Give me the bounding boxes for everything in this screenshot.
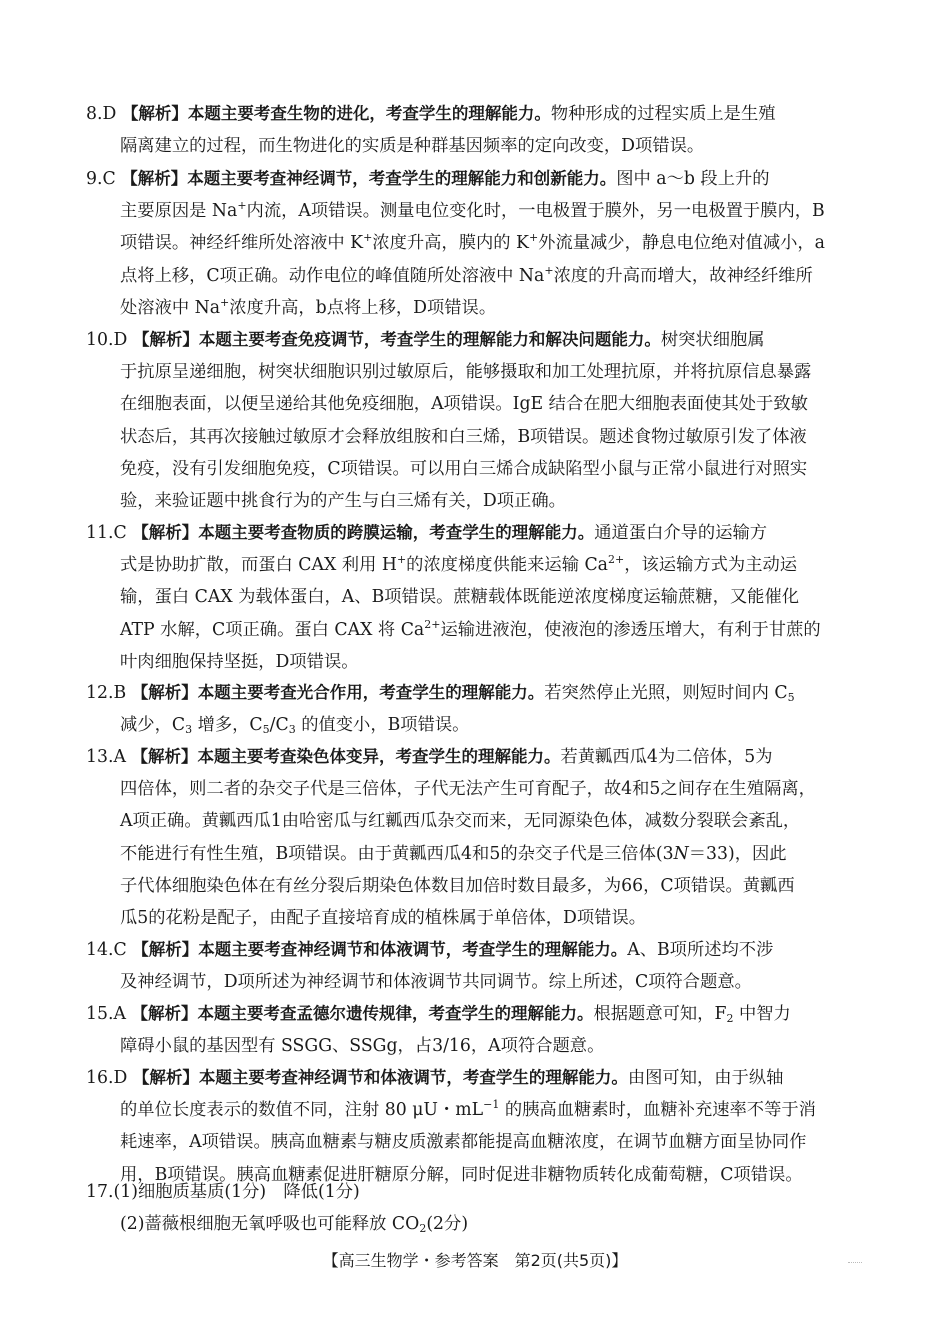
text: (1)细胞质基质(1分) 降低(1分) bbox=[113, 1182, 360, 1202]
text: 四倍体，则二者的杂交子代是三倍体，子代无法产生可育配子，故4和5之间存在生殖隔离， bbox=[120, 779, 816, 800]
italic-n: N bbox=[673, 843, 689, 864]
line bbox=[86, 677, 861, 709]
analysis-heading: 【解析】本题主要考查光合作用，考查学生的理解能力。 bbox=[131, 683, 545, 702]
text: 物种形成的过程实质上是生殖 bbox=[550, 104, 776, 124]
line bbox=[86, 485, 861, 517]
text: 树突状细胞属 bbox=[660, 330, 765, 350]
analysis-heading: 【解析】本题主要考查生物的进化，考查学生的理解能力。 bbox=[121, 104, 551, 123]
line bbox=[86, 421, 861, 453]
answer-item-11 bbox=[86, 517, 861, 678]
text: 状态后，其再次接触过敏原才会释放组胺和白三烯，B项错误。题述食物过敏原引发了体液 bbox=[120, 426, 807, 447]
text: (2)蔷薇根细胞无氧呼吸也可能释放 CO bbox=[120, 1214, 420, 1235]
line bbox=[86, 324, 861, 356]
text: 若黄瓤西瓜4为二倍体，5为 bbox=[560, 747, 773, 767]
question-number: 8.D bbox=[86, 104, 117, 124]
superscript: + bbox=[396, 553, 407, 567]
text: (2分) bbox=[426, 1214, 469, 1235]
subscript: 2 bbox=[419, 1222, 427, 1236]
text: 耗速率，A项错误。胰高血糖素与糖皮质激素都能提高血糖浓度，在调节血糖方面呈协同作 bbox=[120, 1132, 807, 1153]
text: A项正确。黄瓤西瓜1由哈密瓜与红瓤西瓜杂交而来，无同源染色体，减数分裂联会紊乱， bbox=[120, 811, 801, 832]
answer-item-12 bbox=[86, 677, 861, 741]
text: 减少，C bbox=[120, 715, 186, 736]
line bbox=[86, 998, 861, 1030]
text: 通道蛋白介导的运输方 bbox=[594, 523, 768, 543]
answer-item-15 bbox=[86, 998, 861, 1062]
question-number: 9.C bbox=[86, 169, 116, 189]
text: ，该运输方式为主动运 bbox=[624, 555, 798, 576]
analysis-heading: 【解析】本题主要考查染色体变异，考查学生的理解能力。 bbox=[131, 747, 561, 766]
answer-item-10 bbox=[86, 324, 861, 517]
text: 子代体细胞染色体在有丝分裂后期染色体数目加倍时数目最多，为66，C项错误。黄瓤西 bbox=[120, 875, 795, 896]
superscript: + bbox=[528, 231, 539, 245]
line bbox=[86, 934, 861, 966]
text: 图中 a～b 段上升的 bbox=[616, 169, 770, 189]
text: 浓度升高，b点将上移，D项错误。 bbox=[229, 297, 497, 318]
question-number: 15.A bbox=[86, 1004, 126, 1024]
analysis-heading: 【解析】本题主要考查神经调节和体液调节，考查学生的理解能力。 bbox=[132, 940, 628, 959]
text: /C bbox=[269, 715, 289, 736]
line bbox=[86, 902, 861, 934]
subscript: 5 bbox=[262, 723, 270, 737]
question-number: 14.C bbox=[86, 940, 127, 960]
line bbox=[86, 356, 861, 388]
text: 叶肉细胞保持坚挺，D项错误。 bbox=[120, 651, 359, 672]
text: 输，蛋白 CAX 为载体蛋白，A、B项错误。蔗糖载体既能逆浓度梯度运输蔗糖，又能催化 bbox=[120, 587, 800, 608]
line bbox=[86, 870, 861, 902]
text: 中智力 bbox=[738, 1004, 791, 1024]
text: 隔离建立的过程，而生物进化的实质是种群基因频率的定向改变，D项错误。 bbox=[120, 136, 705, 157]
text: 验，来验证题中挑食行为的产生与白三烯有关，D项正确。 bbox=[120, 490, 566, 511]
text: 外流量减少，静息电位绝对值减小，a bbox=[538, 233, 825, 254]
analysis-heading: 【解析】本题主要考查神经调节和体液调节，考查学生的理解能力。 bbox=[132, 1068, 628, 1087]
text: 障碍小鼠的基因型有 SSGG、SSGg，占3/16，A项符合题意。 bbox=[120, 1036, 605, 1057]
text: 及神经调节，D项所述为神经调节和体液调节共同调节。综上所述，C项符合题意。 bbox=[120, 972, 752, 993]
answer-item-17 bbox=[86, 1176, 861, 1240]
answer-item-16 bbox=[86, 1062, 861, 1191]
text: 处溶液中 Na bbox=[120, 297, 221, 318]
line bbox=[86, 773, 861, 805]
text: 用，B项错误。胰高血糖素促进肝糖原分解，同时促进非糖物质转化成葡萄糖，C项错误。 bbox=[120, 1164, 803, 1185]
line bbox=[86, 453, 861, 485]
analysis-heading: 【解析】本题主要考查免疫调节，考查学生的理解能力和解决问题能力。 bbox=[132, 330, 661, 349]
answer-item-8 bbox=[86, 98, 861, 162]
superscript: −1 bbox=[483, 1098, 500, 1112]
answer-item-9 bbox=[86, 163, 861, 324]
superscript: 2+ bbox=[424, 617, 441, 631]
line bbox=[86, 388, 861, 420]
line bbox=[86, 98, 861, 130]
subscript: 3 bbox=[185, 723, 193, 737]
line bbox=[86, 1126, 861, 1158]
answer-item-13 bbox=[86, 741, 861, 934]
line bbox=[86, 1094, 861, 1126]
text: 点将上移，C项正确。动作电位的峰值随所处溶液中 Na bbox=[120, 265, 545, 286]
line bbox=[86, 195, 861, 227]
question-number: 12.B bbox=[86, 683, 127, 703]
line bbox=[86, 709, 861, 741]
line bbox=[86, 260, 861, 292]
line bbox=[86, 163, 861, 195]
text: 于抗原呈递细胞，树突状细胞识别过敏原后，能够摄取和加工处理抗原，并将抗原信息暴露 bbox=[120, 362, 812, 383]
line bbox=[86, 517, 861, 549]
text: 的值变小，B项错误。 bbox=[301, 715, 470, 736]
text: 的单位长度表示的数值不同，注射 80 μU・mL bbox=[120, 1100, 484, 1121]
subscript: 3 bbox=[288, 723, 296, 737]
superscript: + bbox=[220, 295, 230, 309]
text: 瓜5的花粉是配子，由配子直接培育成的植株属于单倍体，D项错误。 bbox=[120, 907, 647, 928]
text: 运输进液泡，使液泡的渗透压增大，有利于甘蔗的 bbox=[440, 619, 821, 640]
superscript: 2+ bbox=[608, 553, 625, 567]
superscript: + bbox=[363, 231, 373, 245]
text: 内流，A项错误。测量电位变化时，一电极置于膜外，另一电极置于膜内，B bbox=[246, 201, 825, 222]
line bbox=[86, 1208, 861, 1240]
superscript: + bbox=[237, 199, 247, 213]
line bbox=[86, 646, 861, 678]
question-number: 13.A bbox=[86, 747, 126, 767]
text: 的浓度梯度供能来运输 Ca bbox=[406, 555, 608, 576]
text: 在细胞表面，以便呈递给其他免疫细胞，A项错误。IgE 结合在肥大细胞表面使其处于致敏 bbox=[120, 394, 808, 415]
text: 免疫，没有引发细胞免疫，C项错误。可以用白三烯合成缺陷型小鼠与正常小鼠进行对照实 bbox=[120, 458, 808, 479]
decorative-dots bbox=[848, 1262, 862, 1265]
text: 主要原因是 Na bbox=[120, 201, 238, 222]
text: 根据题意可知，F bbox=[593, 1004, 727, 1024]
text: 增多，C bbox=[197, 715, 263, 736]
text: 若突然停止光照，则短时间内 C bbox=[544, 683, 788, 703]
page-footer: 【高三生物学・参考答案 第2页(共5页)】 bbox=[322, 1251, 628, 1270]
line bbox=[86, 805, 861, 837]
text: A、B项所述均不涉 bbox=[627, 940, 774, 960]
line bbox=[86, 227, 861, 259]
text: 的胰高血糖素时，血糖补充速率不等于消 bbox=[504, 1100, 816, 1121]
line bbox=[86, 1030, 861, 1062]
text: 由图可知，由于纵轴 bbox=[627, 1068, 784, 1088]
analysis-heading: 【解析】本题主要考查物质的跨膜运输，考查学生的理解能力。 bbox=[132, 523, 595, 542]
line bbox=[86, 581, 861, 613]
subscript: 2 bbox=[726, 1012, 734, 1025]
question-number: 16.D bbox=[86, 1068, 128, 1088]
line bbox=[86, 292, 861, 324]
question-number: 10.D bbox=[86, 330, 128, 350]
text: 式是协助扩散，而蛋白 CAX 利用 H bbox=[120, 555, 397, 576]
question-number: 11.C bbox=[86, 523, 127, 543]
line bbox=[86, 1176, 861, 1208]
subscript: 5 bbox=[787, 691, 795, 704]
line bbox=[86, 549, 861, 581]
text: 浓度升高，膜内的 K bbox=[372, 233, 529, 254]
line bbox=[86, 614, 861, 646]
superscript: + bbox=[544, 263, 554, 277]
text: 浓度的升高而增大，故神经纤维所 bbox=[553, 265, 813, 286]
text: ＝33)，因此 bbox=[688, 843, 787, 864]
question-number: 17. bbox=[86, 1182, 114, 1202]
line bbox=[86, 838, 861, 870]
line bbox=[86, 1062, 861, 1094]
line bbox=[86, 966, 861, 998]
analysis-heading: 【解析】本题主要考查孟德尔遗传规律，考查学生的理解能力。 bbox=[131, 1004, 594, 1023]
line bbox=[86, 741, 861, 773]
analysis-heading: 【解析】本题主要考查神经调节，考查学生的理解能力和创新能力。 bbox=[121, 169, 617, 188]
line bbox=[86, 130, 861, 162]
text: 项错误。神经纤维所处溶液中 K bbox=[120, 233, 364, 254]
text: ATP 水解，C项正确。蛋白 CAX 将 Ca bbox=[120, 619, 425, 640]
answer-item-14 bbox=[86, 934, 861, 998]
text: 不能进行有性生殖，B项错误。由于黄瓤西瓜4和5的杂交子代是三倍体(3 bbox=[120, 843, 674, 864]
